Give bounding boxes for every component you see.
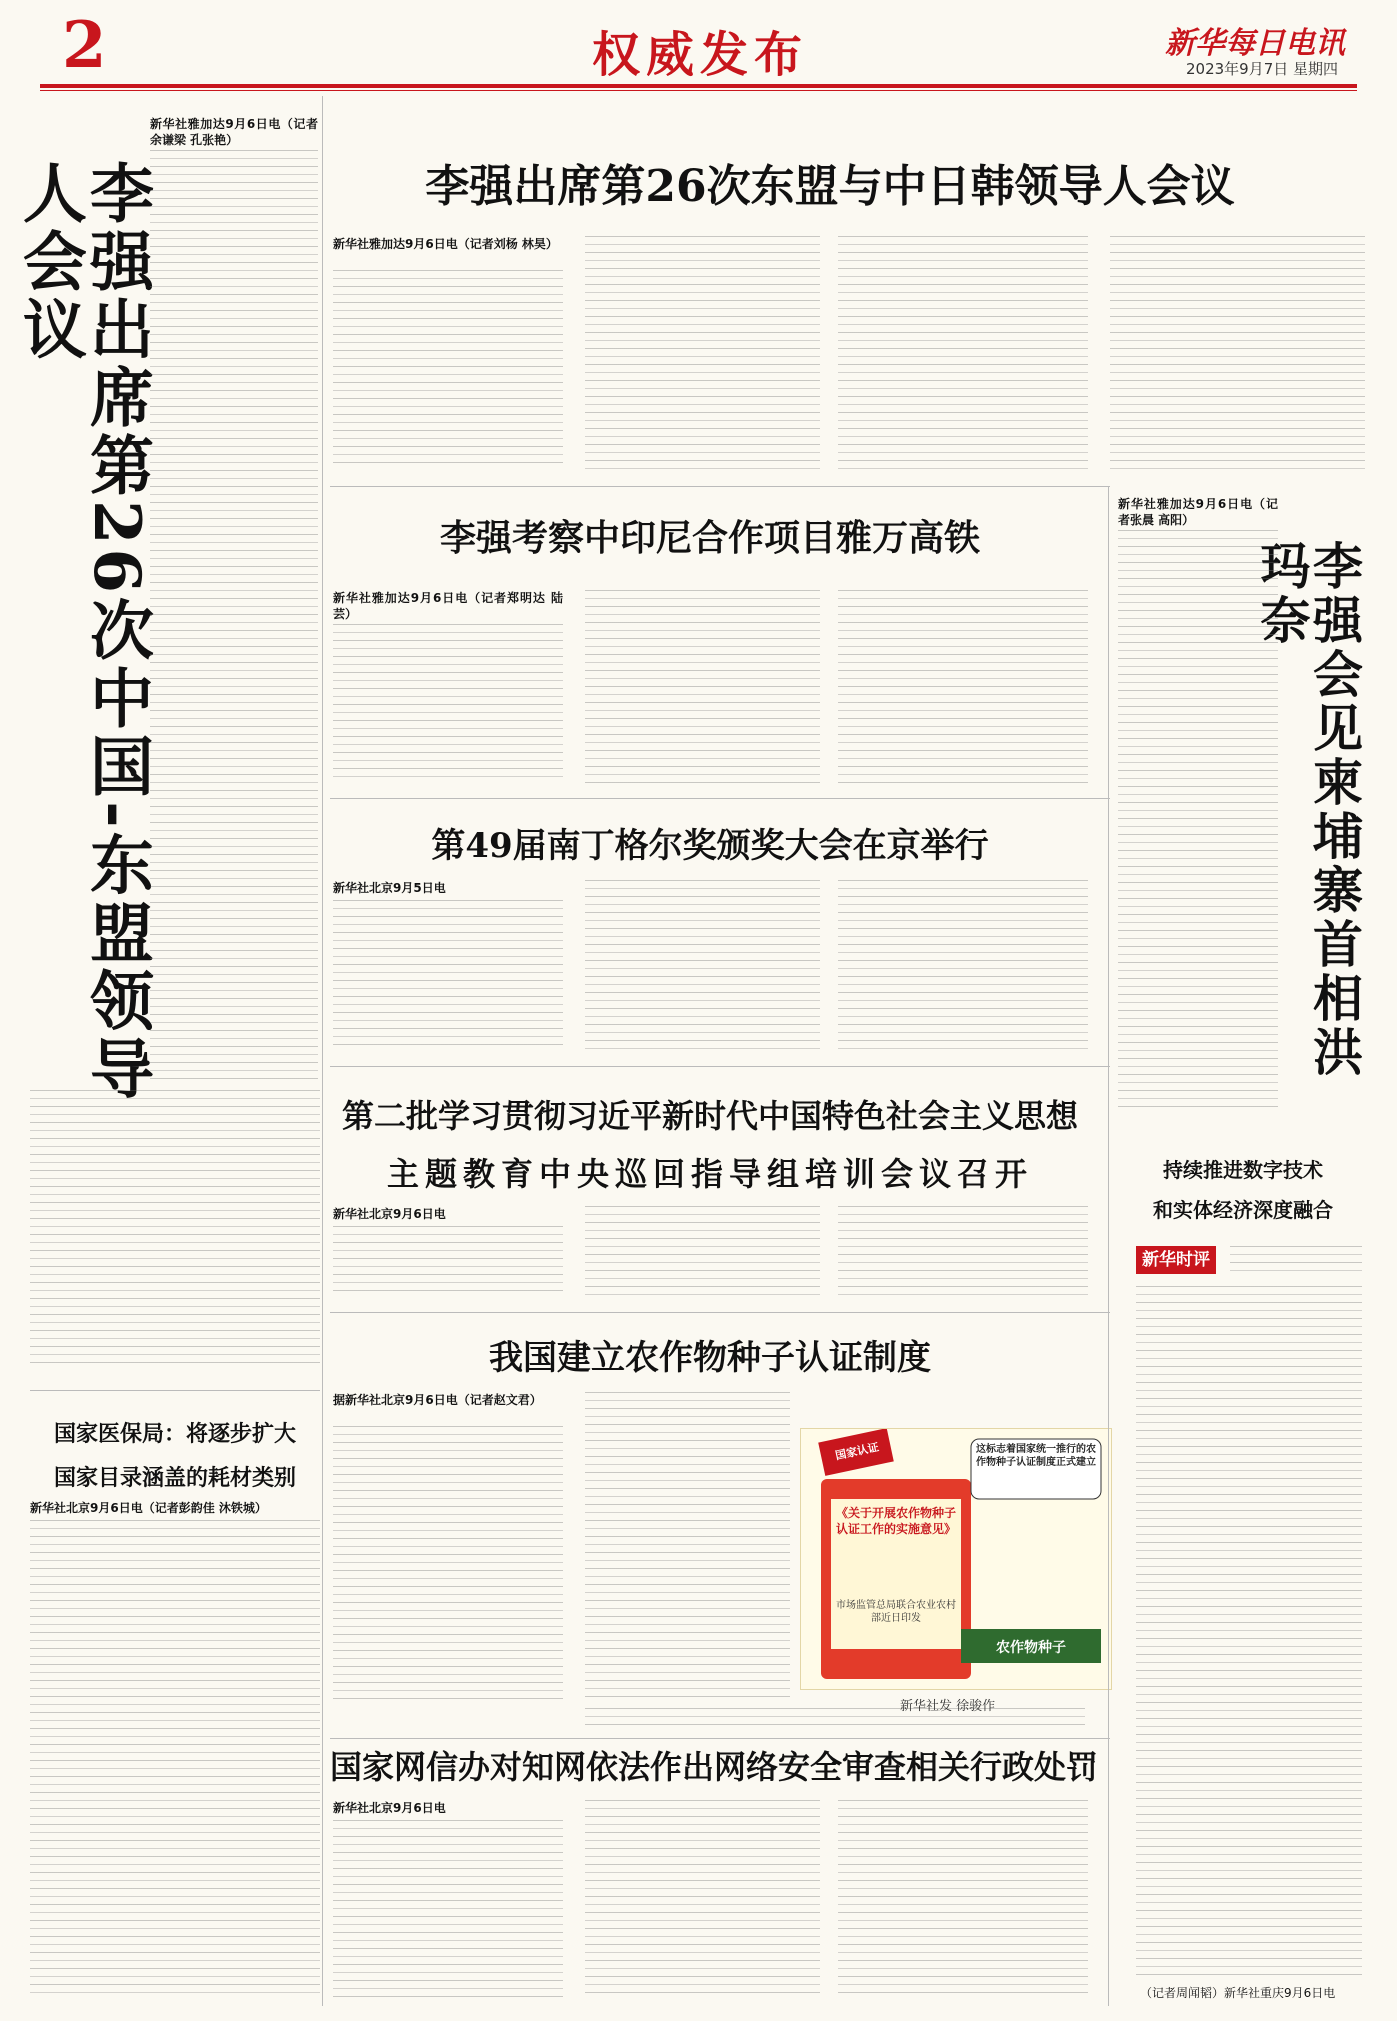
article-body-tech xyxy=(1136,1286,1362,1976)
divider xyxy=(330,486,1110,487)
stamp-text: 国家认证 xyxy=(834,1440,880,1463)
article-lead-study: 新华社北京9月6日电 xyxy=(333,1207,446,1221)
headline-thematic-education-line2: 主题教育中央巡回指导组培训会议召开 xyxy=(386,1154,1033,1193)
masthead-rule-thin xyxy=(40,90,1357,91)
column-divider-left xyxy=(322,96,323,2006)
article-body-rail-2 xyxy=(585,590,820,784)
illustration-caption: 新华社发 徐骏作 xyxy=(900,1699,996,1714)
article-body-right xyxy=(1118,530,1278,1110)
article-body-cnki-2 xyxy=(585,1800,820,2000)
seed-bag-label: 农作物种子 xyxy=(996,1640,1066,1656)
document-title: 《关于开展农作物种子认证工作的实施意见》 xyxy=(835,1506,956,1536)
divider xyxy=(30,1390,320,1391)
article-body-asean-3 xyxy=(838,236,1088,470)
headline-cnki-penalty: 国家网信办对知网依法作出网络安全审查相关行政处罚 xyxy=(330,1748,1099,1786)
headline-vertical-left: 李强出席第26次中国-东盟领导人会议 xyxy=(11,160,154,1104)
article-body-seed-2 xyxy=(585,1392,790,1702)
article-lead-nightingale: 新华社北京9月5日电 xyxy=(333,881,446,895)
newspaper-brand: 新华每日电讯 xyxy=(1165,26,1345,61)
article-body-nightingale-3 xyxy=(838,880,1088,1050)
headline-seed-certification: 我国建立农作物种子认证制度 xyxy=(489,1338,931,1378)
article-body-study-2 xyxy=(585,1206,820,1296)
article-lead-left: 新华社雅加达9月6日电（记者余谦梁 孔张艳） xyxy=(150,117,318,147)
headline-medical-insurance xyxy=(30,1412,320,1500)
headline-asean-plus-three: 李强出席第26次东盟与中日韩领导人会议 xyxy=(425,161,1235,212)
article-body-seed-3 xyxy=(585,1708,1085,1728)
headline-medical-insurance-line2: 国家目录涵盖的耗材类别 xyxy=(53,1465,296,1491)
divider xyxy=(330,1312,1110,1313)
divider xyxy=(330,798,1110,799)
headline-digital-economy-line2: 和实体经济深度融合 xyxy=(1153,1198,1333,1222)
article-body-medical xyxy=(30,1520,320,2000)
article-body-nightingale-1 xyxy=(333,900,563,1050)
headline-medical-insurance-line1: 国家医保局：将逐步扩大 xyxy=(53,1421,296,1447)
article-body-cnki-3 xyxy=(838,1800,1088,2000)
section-title: 权威发布 xyxy=(591,27,808,83)
article-lead-asean: 新华社雅加达9月6日电（记者刘杨 林昊） xyxy=(333,237,558,251)
commentary-badge: 新华时评 xyxy=(1136,1246,1216,1274)
headline-nightingale-award: 第49届南丁格尔奖颁奖大会在京举行 xyxy=(431,826,989,866)
issue-date: 2023年9月7日 星期四 xyxy=(1186,60,1339,78)
article-body-study-3 xyxy=(838,1206,1088,1296)
headline-digital-economy xyxy=(1118,1150,1368,1230)
article-lead-cnki: 新华社北京9月6日电 xyxy=(333,1801,446,1815)
bubble-text: 这标志着国家统一推行的农作物种子认证制度正式建立 xyxy=(976,1444,1096,1468)
page-number: 2 xyxy=(62,8,107,83)
article-lead-medical: 新华社北京9月6日电（记者彭韵佳 沐铁城） xyxy=(30,1501,267,1515)
column-divider-right xyxy=(1108,486,1109,2006)
divider xyxy=(330,1066,1110,1067)
article-lead-right: 新华社雅加达9月6日电（记者张晨 高阳） xyxy=(1118,497,1278,527)
seed-certification-illustration xyxy=(800,1428,1112,1690)
article-body-rail-3 xyxy=(838,590,1088,784)
article-body-asean-4 xyxy=(1110,236,1365,470)
article-body-asean-2 xyxy=(585,236,820,470)
article-body-rail-1 xyxy=(333,624,563,784)
divider xyxy=(330,1738,1110,1739)
article-body-tech-top xyxy=(1230,1246,1362,1276)
article-end-line: （记者周闻韬）新华社重庆9月6日电 xyxy=(1140,1986,1336,2000)
article-lead-seed: 据新华社北京9月6日电（记者赵文君） xyxy=(333,1393,542,1407)
document-issuer: 市场监管总局联合农业农村部近日印发 xyxy=(836,1600,956,1624)
article-body-cnki-1 xyxy=(333,1820,563,2000)
article-body-study-1 xyxy=(333,1226,563,1296)
article-body-left-cont xyxy=(30,1090,320,1370)
article-body-left xyxy=(150,150,318,1080)
article-lead-rail: 新华社雅加达9月6日电（记者郑明达 陆芸） xyxy=(333,591,563,621)
headline-thematic-education xyxy=(330,1088,1090,1203)
article-body-nightingale-2 xyxy=(585,880,820,1050)
article-body-asean-1 xyxy=(333,270,563,470)
masthead-rule xyxy=(40,84,1357,88)
headline-jakarta-bandung-railway: 李强考察中印尼合作项目雅万高铁 xyxy=(439,517,980,559)
headline-digital-economy-line1: 持续推进数字技术 xyxy=(1163,1158,1323,1182)
headline-thematic-education-line1: 第二批学习贯彻习近平新时代中国特色社会主义思想 xyxy=(341,1097,1078,1135)
headline-vertical-right: 李强会见柬埔寨首相洪玛奈 xyxy=(1252,540,1364,1080)
article-body-seed-1 xyxy=(333,1426,563,1706)
